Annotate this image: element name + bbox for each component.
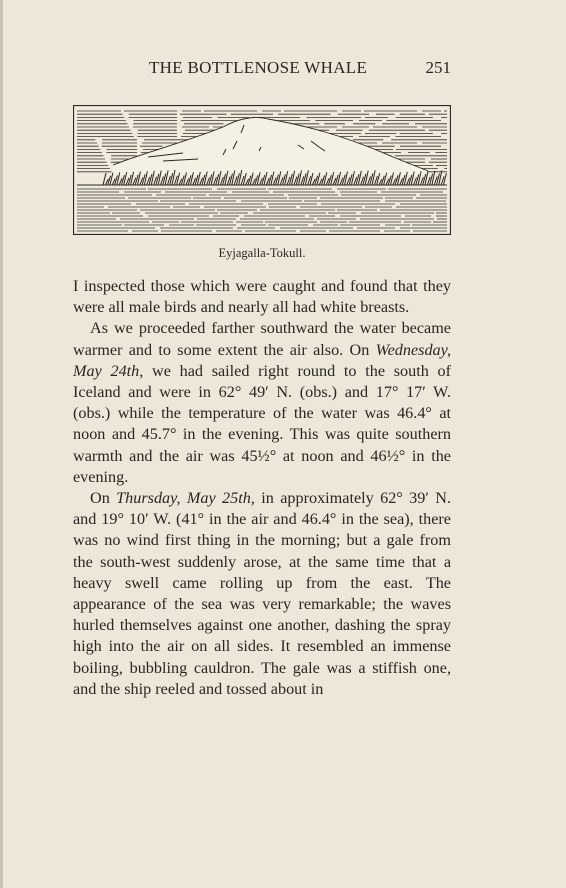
page-header xyxy=(73,58,451,80)
paragraph xyxy=(73,488,451,700)
italic-date: Wednesday, May 24th, xyxy=(73,340,451,380)
text-run: I inspected those which were caught and found that they were all male birds and nearly all had white breasts. xyxy=(73,277,451,317)
body-text xyxy=(73,276,451,700)
paragraph xyxy=(73,276,451,318)
page-edge xyxy=(0,0,3,888)
text-run: As we proceeded farther southward the water became warmer and to some extent the air also. On xyxy=(73,319,451,359)
paragraph xyxy=(73,318,451,488)
italic-date: Thursday, May 25th, xyxy=(116,489,255,508)
illustration-caption: Eyjagalla-Tokull. xyxy=(218,246,306,260)
engraving-glacier-illustration xyxy=(73,105,451,235)
text-run: in approximately 62° 39′ N. and 19° 10′ W. (41° in the air and 46.4° in the sea), there was no wind first thing in the morning; but a gale from the south-west suddenly arose, at the same time that a heavy swell came rolling up from the east. The appearance of the sea was very remarkable; the waves hurled themselves against one another, dashing the spray high into the air on all sides. It resembled an immense boiling, bubbling cauldron. The gale was a stiffish one, and the ship reeled and tossed about in xyxy=(73,489,451,698)
text-run: we had sailed right round to the south of Iceland and were in 62° 49′ N. (obs.) and 17° 17′ W. (obs.) while the temperature of the water was 46.4° at noon and 45.7° in the evening. This was quite southern warmth and the air was 45½° at noon and 46½° in the evening. xyxy=(73,361,451,486)
running-title: THE BOTTLENOSE WHALE xyxy=(149,58,368,77)
sea-hatching xyxy=(77,189,447,231)
page-number: 251 xyxy=(425,58,451,77)
text-run: On xyxy=(90,489,117,508)
